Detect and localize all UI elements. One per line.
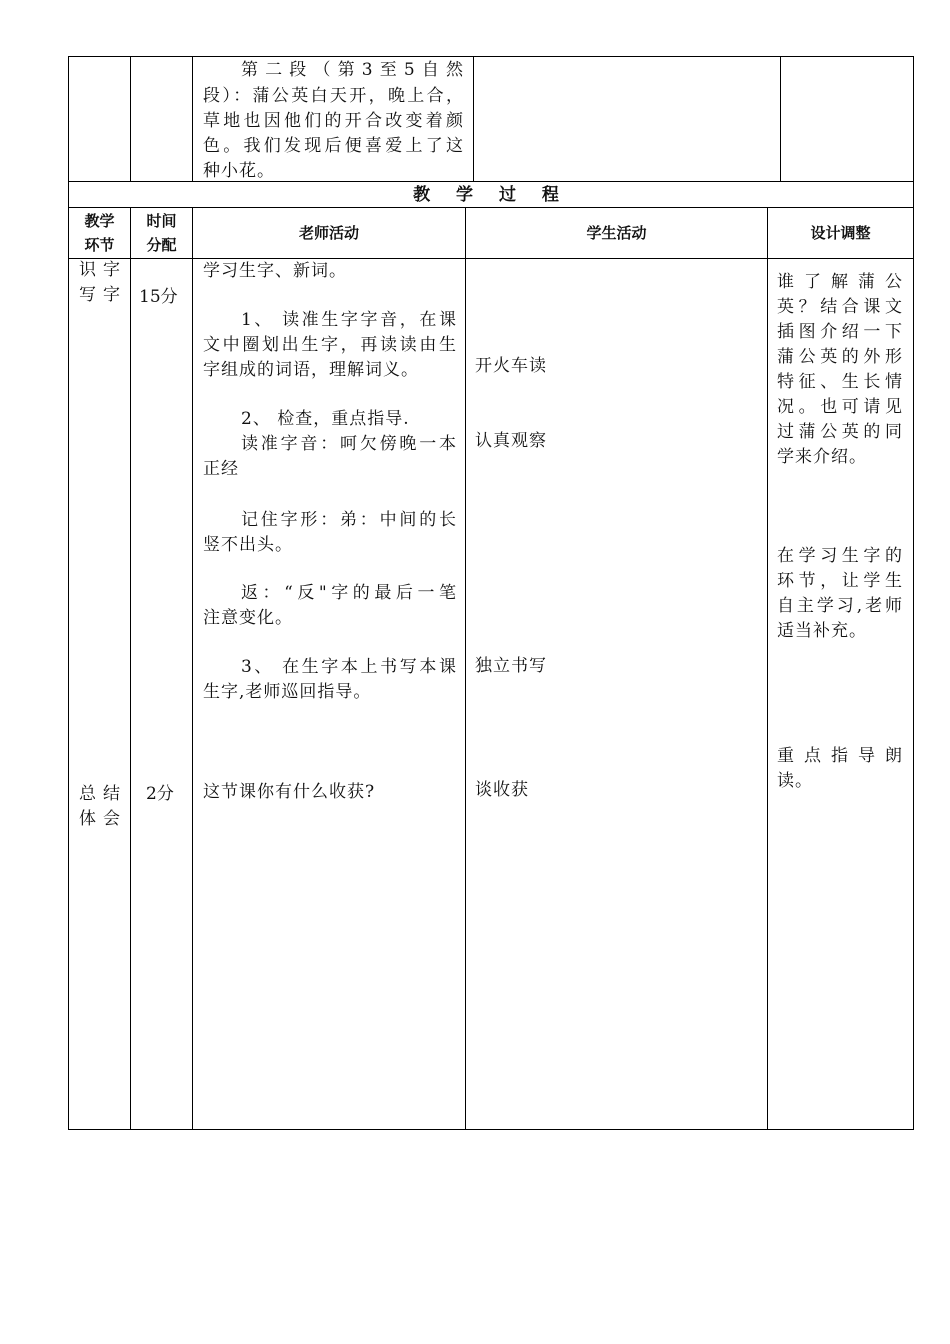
teacher-summary: 这节课你有什么收获?	[203, 782, 376, 802]
top-divider-3	[473, 56, 474, 181]
design-note-2-line-4: 适当补充。	[777, 621, 867, 641]
teacher-form-b: 竖不出头。	[203, 535, 293, 555]
teacher-step1-c: 字组成的词语，理解词义。	[203, 360, 419, 380]
teacher-form-a: 记住字形：弟：中间的长	[241, 510, 457, 530]
student-activity-2: 认真观察	[475, 431, 547, 451]
process-title: 教 学 过 程	[413, 185, 569, 205]
header-stage	[69, 209, 130, 257]
top-row-line-2: 段）：蒲公英白天开，晚上合，	[203, 86, 464, 106]
stage-1-line-1: 识字	[79, 260, 121, 280]
col-divider-4	[767, 207, 768, 1130]
table-right-border	[913, 56, 914, 1130]
top-row-line-3: 草地也因他们的开合改变着颜	[203, 111, 464, 131]
stage-2-line-2: 体会	[79, 809, 121, 829]
table-top-border	[68, 56, 914, 57]
design-note-2-line-2: 环节，让学生	[777, 571, 903, 591]
design-note-1-line-6: 况。也可请见	[777, 397, 903, 417]
top-row-line-1: 第二段（第3至5自然	[241, 60, 464, 80]
time-stage-2: 2分	[146, 784, 174, 804]
teacher-step2-b: 读准字音：呵欠傍晚一本	[241, 434, 457, 454]
stage-1-line-2: 写字	[79, 285, 121, 305]
teacher-fan-b: 注意变化。	[203, 608, 293, 628]
header-time-line-2: 分配	[146, 236, 177, 254]
student-activity-3: 独立书写	[475, 656, 547, 676]
col-divider-3	[465, 207, 466, 1130]
col-divider-1	[130, 207, 131, 1130]
top-row-line-4: 色。我们发现后便喜爱上了这	[203, 136, 464, 156]
header-design: 设计调整	[810, 224, 871, 242]
design-note-1-line-1: 谁了解蒲公	[777, 272, 903, 292]
header-time	[131, 209, 192, 257]
design-note-1-line-2: 英？结合课文	[777, 297, 903, 317]
time-stage-1: 15分	[139, 287, 178, 307]
student-activity-4: 谈收获	[475, 780, 529, 800]
design-note-1-line-4: 蒲公英的外形	[777, 347, 903, 367]
top-divider-2	[192, 56, 193, 181]
design-note-3-line-2: 读。	[777, 771, 813, 791]
teacher-step3-a: 3、 在生字本上书写本课	[241, 657, 457, 677]
design-note-1-line-8: 学来介绍。	[777, 447, 867, 467]
design-note-2-line-1: 在学习生字的	[777, 546, 903, 566]
teacher-step2-a: 2、 检查，重点指导.	[241, 409, 410, 429]
col-divider-2	[192, 207, 193, 1130]
header-time-line-1: 时间	[146, 212, 177, 230]
teacher-intro: 学习生字、新词。	[203, 261, 347, 281]
header-teacher: 老师活动	[298, 224, 359, 242]
header-stage-line-1: 教学	[84, 212, 115, 230]
stage-2-line-1: 总结	[79, 784, 121, 804]
design-note-1-line-7: 过蒲公英的同	[777, 422, 903, 442]
design-note-3-line-1: 重点指导朗	[777, 746, 903, 766]
header-top-border	[68, 207, 914, 208]
table-bottom-border	[68, 1129, 914, 1130]
design-note-1-line-5: 特征、生长情	[777, 372, 903, 392]
teacher-step2-c: 正经	[203, 459, 239, 479]
design-note-1-line-3: 插图介绍一下	[777, 322, 903, 342]
header-student: 学生活动	[586, 224, 647, 242]
student-activity-1: 开火车读	[475, 356, 547, 376]
top-divider-1	[130, 56, 131, 181]
design-note-2-line-3: 自主学习,老师	[777, 596, 903, 616]
teacher-step3-b: 生字,老师巡回指导。	[203, 682, 372, 702]
top-divider-4	[780, 56, 781, 181]
teacher-step1-a: 1、 读准生字字音，在课	[241, 310, 457, 330]
teacher-fan-a: 返：“反"字的最后一笔	[241, 583, 457, 603]
top-row-line-5: 种小花。	[203, 161, 275, 181]
teacher-step1-b: 文中圈划出生字，再读读由生	[203, 335, 457, 355]
header-stage-line-2: 环节	[84, 236, 115, 254]
header-bottom-border	[68, 258, 914, 259]
process-title-top-border	[68, 181, 914, 182]
